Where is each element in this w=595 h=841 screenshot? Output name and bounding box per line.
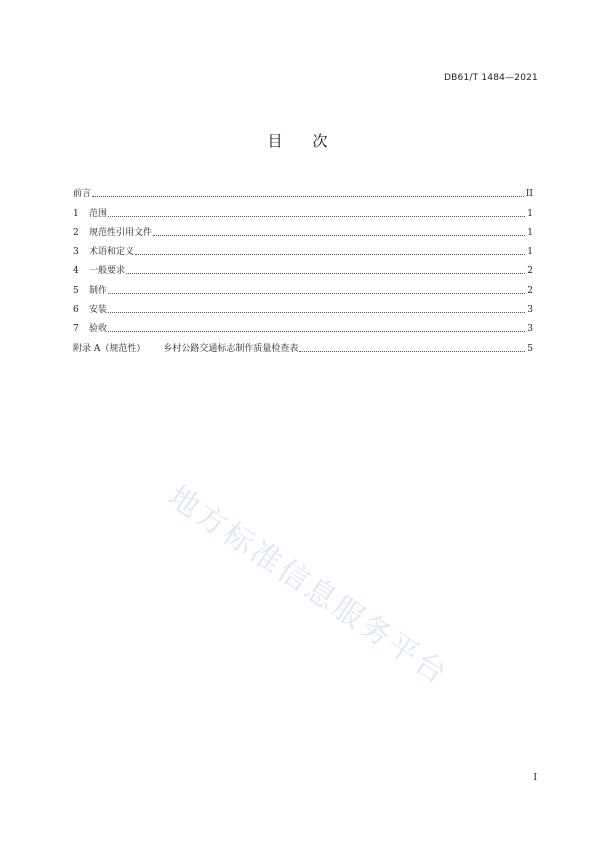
toc-leader-dots — [135, 254, 525, 255]
toc-entry-scope[interactable] — [73, 199, 533, 218]
toc-leader-dots — [299, 351, 525, 352]
toc-entry-label: 术语和定义 — [89, 247, 135, 258]
toc-leader-dots — [108, 293, 525, 294]
toc-entry-number: 7 — [73, 324, 79, 335]
watermark-text: 地方标准信息服务平台 — [161, 479, 455, 693]
toc-entry-page: 3 — [527, 305, 533, 316]
toc-title: 目次 — [267, 132, 358, 150]
toc-entry-terms-definitions[interactable] — [73, 238, 533, 257]
toc-entry-number: 6 — [73, 305, 79, 316]
toc-entry-page: 3 — [527, 324, 533, 335]
toc-entry-number: 5 — [73, 285, 79, 296]
toc-entry-number: 3 — [73, 247, 79, 258]
toc-leader-dots — [92, 196, 524, 197]
toc-entry-label: 验收 — [89, 324, 108, 335]
toc-entry-acceptance[interactable] — [73, 315, 533, 334]
toc-entry-label: 一般要求 — [89, 266, 126, 277]
toc-entry-number: 1 — [73, 208, 79, 219]
toc-appendix-title: 乡村公路交通标志制作质量检查表 — [163, 343, 299, 354]
toc-leader-dots — [126, 273, 525, 274]
toc-entry-installation[interactable] — [73, 296, 533, 315]
table-of-contents — [73, 180, 533, 354]
toc-entry-page: 1 — [527, 208, 533, 219]
toc-leader-dots — [108, 331, 525, 332]
document-code: DB61/T 1484—2021 — [444, 73, 538, 83]
toc-entry-label: 制作 — [89, 285, 108, 296]
toc-entry-page: 2 — [527, 285, 533, 296]
toc-entry-page: II — [525, 189, 533, 200]
toc-entry-page: 2 — [527, 266, 533, 277]
toc-entry-page: 1 — [527, 227, 533, 238]
toc-leader-dots — [153, 235, 525, 236]
toc-entry-page: 1 — [527, 247, 533, 258]
toc-entry-number: 2 — [73, 227, 79, 238]
toc-entry-foreword[interactable] — [73, 180, 533, 199]
toc-entry-label: 范围 — [89, 208, 108, 219]
toc-leader-dots — [108, 312, 525, 313]
toc-entry-appendix-a[interactable] — [73, 334, 533, 353]
toc-leader-dots — [108, 216, 525, 217]
toc-entry-normative-references[interactable] — [73, 219, 533, 238]
toc-entry-label: 规范性引用文件 — [89, 227, 153, 238]
toc-entry-label: 前言 — [73, 189, 92, 200]
toc-entry-fabrication[interactable] — [73, 276, 533, 295]
page-number: I — [533, 773, 537, 783]
toc-entry-page: 5 — [527, 343, 533, 354]
toc-entry-number: 4 — [73, 266, 79, 277]
toc-entry-general-requirements[interactable] — [73, 257, 533, 276]
toc-entry-label: 安装 — [89, 305, 108, 316]
toc-appendix-label: 附录 A（规范性） — [73, 343, 146, 354]
